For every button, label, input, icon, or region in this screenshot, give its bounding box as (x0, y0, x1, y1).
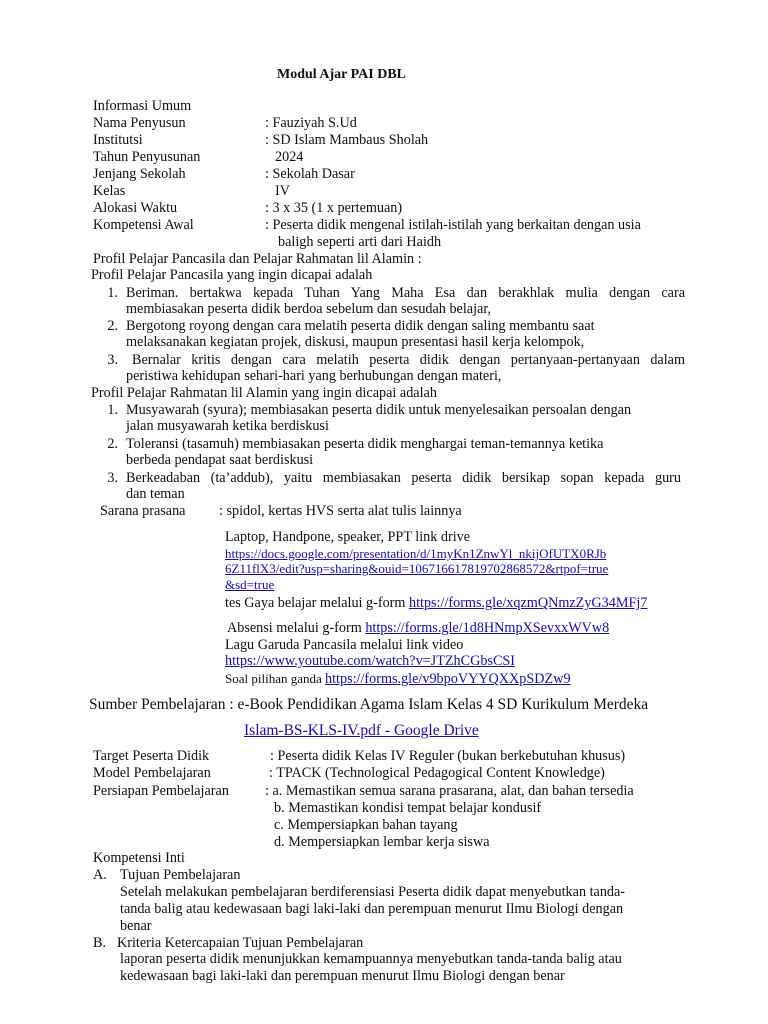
info-label-jenjang: Jenjang Sekolah (93, 166, 186, 182)
sarana-label: Sarana prasana (100, 503, 186, 519)
info-value-tahun: 2024 (275, 149, 304, 165)
info-value-kelas: IV (275, 183, 290, 199)
ebook-drive-link[interactable]: Islam-BS-KLS-IV.pdf - Google Drive (244, 722, 479, 739)
kriteria-line: laporan peserta didik menunjukkan kemampuannya menyebutkan tanda-tanda balig atau (120, 951, 622, 967)
info-label-tahun: Tahun Penyusunan (93, 149, 201, 165)
sarana-value: : spidol, kertas HVS serta alat tulis lainnya (219, 503, 462, 519)
pancasila-item-line-cont: membiasakan peserta didik berdoa sebelum dan sesudah belajar, (126, 301, 492, 317)
info-label-kelas: Kelas (93, 183, 126, 199)
info-value-institusi: : SD Islam Mambaus Sholah (265, 132, 429, 148)
tujuan-line: benar (120, 918, 152, 934)
absensi: Absensi melalui g-form https://forms.gle/1d8HNmpXSevxxWVw8 (227, 620, 610, 636)
info-value-jenjang: : Sekolah Dasar (265, 166, 355, 182)
info-label-alokasi: Alokasi Waktu (93, 200, 178, 216)
persiapan-item: d. Mempersiapkan lembar kerja siswa (274, 834, 490, 850)
section-b-label: B. (93, 935, 107, 951)
info-value-alokasi: : 3 x 35 (1 x pertemuan) (265, 200, 403, 216)
info-value-nama: : Fauziyah S.Ud (265, 115, 357, 131)
rahmatan-item-line-cont: berbeda pendapat saat berdiskusi (126, 452, 314, 468)
pancasila-item-num: 1. (107, 285, 118, 301)
pancasila-item-line: Bergotong royong dengan cara melatih peserta didik dengan saling membantu saat (126, 318, 595, 334)
pancasila-item-num: 2. (107, 318, 118, 334)
persiapan-item: b. Memastikan kondisi tempat belajar kondusif (274, 800, 542, 816)
pancasila-item-line: Beriman. bertakwa kepada Tuhan Yang Maha Esa dan berakhlak mulia dengan cara (126, 285, 685, 301)
persiapan-label: Persiapan Pembelajaran (93, 783, 229, 799)
absensi-gform-link[interactable]: https://forms.gle/1d8HNmpXSevxxWVw8 (365, 620, 610, 636)
rahmatan-item-line-cont: dan teman (126, 486, 185, 502)
kompetensi-inti-heading: Kompetensi Inti (93, 850, 185, 866)
info-value-kompetensi-awal: : Peserta didik mengenal istilah-istilah yang berkaitan dengan usia (265, 217, 641, 233)
drive-link[interactable]: https://docs.google.com/presentation/d/1myKn1ZnwYl_nkijOfUTX0RJb (225, 546, 607, 561)
profil-heading: Profil Pelajar Pancasila dan Pelajar Rahmatan lil Alamin : (93, 251, 422, 267)
tujuan-line: Setelah melakukan pembelajaran berdiferensiasi Peserta didik dapat menyebutkan tanda- (120, 884, 626, 900)
info-heading: Informasi Umum (93, 98, 192, 114)
pancasila-item-line-cont: melaksanakan kegiatan projek, diskusi, maupun presentasi hasil kerja kelompok, (126, 334, 585, 350)
rahmatan-item-num: 1. (107, 402, 118, 418)
pancasila-item-num: 3. (107, 352, 118, 368)
sumber-pembelajaran: Sumber Pembelajaran : e-Book Pendidikan Agama Islam Kelas 4 SD Kurikulum Merdeka (89, 696, 649, 713)
section-a-label: A. (93, 867, 107, 883)
rahmatan-item-num: 3. (107, 470, 118, 486)
rahmatan-item-line-cont: jalan musyawarah ketika berdiskusi (126, 418, 329, 434)
drive-link-end[interactable]: &sd=true (225, 577, 275, 592)
lagu-text: Lagu Garuda Pancasila melalui link video (225, 637, 464, 653)
rahmatan-item-line: Toleransi (tasamuh) membiasakan peserta didik menghargai teman-temannya ketika (126, 436, 604, 452)
rahmatan-item-line: Berkeadaban (ta’addub), yaitu membiasakan peserta didik bersikap sopan kepada guru (126, 470, 681, 486)
tes-gaya-belajar: tes Gaya belajar melalui g-form https://forms.gle/xqzmQNmzZyG34MFj7 (225, 595, 648, 611)
persiapan-value: : a. Memastikan semua sarana prasarana, alat, dan bahan tersedia (265, 783, 634, 799)
model-value: : TPACK (Technological Pedagogical Content Knowledge) (269, 765, 605, 781)
persiapan-item: c. Mempersiapkan bahan tayang (274, 817, 458, 833)
sarana-laptop: Laptop, Handpone, speaker, PPT link drive (225, 529, 471, 545)
tes-gform-link[interactable]: https://forms.gle/xqzmQNmzZyG34MFj7 (408, 595, 648, 611)
info-label-institusi: Institutsi (93, 132, 143, 148)
soal-pilihan-ganda: Soal pilihan ganda https://forms.gle/v9bpoVYYQXXpSDZw9 (225, 671, 571, 687)
rahmatan-item-num: 2. (107, 436, 118, 452)
target-label: Target Peserta Didik (93, 748, 210, 764)
pancasila-item-line-cont: peristiwa kehidupan sehari-hari yang berhubungan dengan materi, (126, 368, 502, 384)
tujuan-line: tanda balig atau kedewasaan bagi laki-laki dan perempuan menurut Ilmu Biologi dengan (120, 901, 624, 917)
document-title: Modul Ajar PAI DBL (277, 67, 406, 82)
tujuan-pembelajaran-title: Tujuan Pembelajaran (120, 867, 241, 883)
kriteria-line: kedewasaan bagi laki-laki dan perempuan menurut Ilmu Biologi dengan benar (120, 968, 565, 984)
info-label-kompetensi-awal: Kompetensi Awal (93, 217, 194, 233)
youtube-link[interactable]: https://www.youtube.com/watch?v=JTZhCGbsCSI (225, 653, 516, 669)
info-label-nama: Nama Penyusun (93, 115, 186, 131)
profil-rahmatan-intro: Profil Pelajar Rahmatan lil Alamin yang ingin dicapai adalah (91, 385, 437, 401)
kriteria-title: Kriteria Ketercapaian Tujuan Pembelajaran (117, 935, 364, 951)
soal-gform-link[interactable]: https://forms.gle/v9bpoVYYQXXpSDZw9 (325, 671, 571, 687)
profil-pancasila-intro: Profil Pelajar Pancasila yang ingin dicapai adalah (91, 267, 373, 283)
drive-link-cont[interactable]: 6Z11flX3/edit?usp=sharing&ouid=106716617819702868572&rtpof=true (225, 561, 609, 576)
pancasila-item-line: Bernalar kritis dengan cara melatih peserta didik dengan pertanyaan-pertanyaan dalam (132, 352, 685, 368)
info-value-kompetensi-awal-cont: baligh seperti arti dari Haidh (278, 234, 442, 250)
model-label: Model Pembelajaran (93, 765, 211, 781)
rahmatan-item-line: Musyawarah (syura); membiasakan peserta didik untuk menyelesaikan persoalan dengan (126, 402, 632, 418)
target-value: : Peserta didik Kelas IV Reguler (bukan berkebutuhan khusus) (270, 748, 626, 764)
